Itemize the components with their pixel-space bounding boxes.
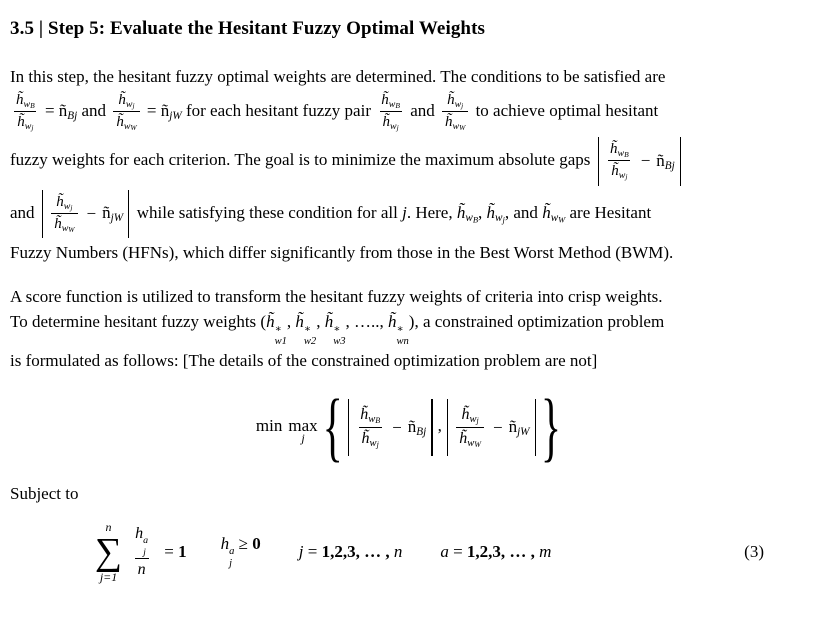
text-run: , xyxy=(316,311,325,331)
h-tilde: h̃ xyxy=(17,114,25,131)
fraction-numerator xyxy=(607,140,632,160)
sub-w: w xyxy=(369,437,377,449)
h-tilde: h̃ xyxy=(295,311,304,331)
h-tilde: h̃ xyxy=(456,202,466,222)
para1-line1: In this step, the hesitant fuzzy optimal weights are determined. The conditions to be satisfied are xyxy=(10,67,666,86)
text-run: and xyxy=(77,101,111,121)
text-run: fuzzy weights for each criterion. The goal is to minimize the maximum absolute gaps xyxy=(10,150,595,170)
supsub xyxy=(304,324,316,348)
var-a: a xyxy=(440,542,449,562)
h-wj-term xyxy=(487,203,505,224)
abs-gap-jW xyxy=(42,190,130,238)
h-tilde: h̃ xyxy=(459,429,468,447)
sub-w1: w1 xyxy=(274,336,287,348)
sub-j: j xyxy=(625,172,628,182)
h-tilde: h̃ xyxy=(611,163,619,180)
text-run: to achieve optimal hesitant xyxy=(471,101,659,121)
hfrac-wB-over-wj xyxy=(607,140,632,182)
sub-w: w xyxy=(550,211,559,224)
text-run: are Hesitant xyxy=(565,202,652,222)
h-wB-term xyxy=(457,203,478,224)
subject-to-label: Subject to xyxy=(10,483,79,503)
abs-content xyxy=(599,137,680,185)
ellipsis: ….. xyxy=(353,311,380,331)
sub-w: w xyxy=(368,414,376,426)
fraction-denominator xyxy=(380,111,402,133)
hstar-w1 xyxy=(266,309,287,349)
nonnegativity-condition xyxy=(221,534,261,571)
equals-sign: = xyxy=(160,542,179,562)
sub-W: W xyxy=(558,213,566,224)
sum-upper-limit: n xyxy=(105,519,112,534)
section-heading: 3.5 | Step 5: Evaluate the Hesitant Fuzzy Optimal Weights xyxy=(10,18,486,39)
sub-W: W xyxy=(474,439,481,449)
h-tilde: h̃ xyxy=(486,202,496,222)
sub-w: w xyxy=(467,437,475,449)
max-label: max xyxy=(288,416,318,436)
h-tilde: h̃ xyxy=(444,114,453,131)
equals-one xyxy=(160,542,187,562)
sum-operator xyxy=(95,520,122,585)
sub-Bj: Bj xyxy=(416,426,427,439)
n-tilde: ñ xyxy=(58,101,68,121)
h-tilde: h̃ xyxy=(381,92,389,108)
n-tilde: ñ xyxy=(656,150,665,170)
sup-star: ∗ xyxy=(396,324,404,336)
ntilde-Bj xyxy=(656,151,674,172)
text-run: . Here, xyxy=(406,202,457,222)
sub-j: j xyxy=(132,100,135,110)
minus-sign: − xyxy=(86,203,97,223)
h-tilde: h̃ xyxy=(447,92,455,108)
var-m: m xyxy=(534,542,552,562)
sup-a: a xyxy=(143,535,149,547)
hfrac-wB-over-wj xyxy=(357,405,383,449)
sup-star: ∗ xyxy=(274,324,282,336)
sub-wn: wn xyxy=(396,336,409,348)
sum-lower-limit: j=1 xyxy=(99,570,118,585)
h-tilde: h̃ xyxy=(56,193,64,210)
j-index-range xyxy=(299,542,403,562)
abs-bar xyxy=(535,399,536,455)
ntilde-jW xyxy=(509,417,530,438)
fraction-denominator xyxy=(456,427,484,450)
minus-sign: − xyxy=(492,417,503,437)
max-sub-j: j xyxy=(301,431,305,446)
sub-w: w xyxy=(23,98,31,110)
h-tilde: h̃ xyxy=(360,406,369,424)
sub-w: w xyxy=(618,170,626,182)
para1-line5: Fuzzy Numbers (HFNs), which differ significantly from those in the Best Worst Method (BWM). xyxy=(10,242,674,262)
text-run: and xyxy=(10,202,39,222)
equals-sign: = xyxy=(142,101,161,121)
fraction-numerator xyxy=(115,91,137,111)
sub-w: w xyxy=(125,98,133,110)
n-tilde: ñ xyxy=(407,416,417,436)
abs-gap-Bj xyxy=(598,137,682,185)
equals-sign: = xyxy=(448,542,467,562)
h-tilde: h̃ xyxy=(116,114,124,131)
abs-bar xyxy=(680,137,681,185)
hfrac-wB-over-wj xyxy=(378,91,403,133)
ntilde-Bj xyxy=(59,101,77,122)
sub-w: w xyxy=(63,200,71,212)
sub-j: j xyxy=(396,122,399,132)
sub-w3: w3 xyxy=(333,336,346,348)
sub-B: B xyxy=(30,100,35,110)
sub-w: w xyxy=(388,98,396,110)
h-tilde: h̃ xyxy=(382,114,390,131)
supsub xyxy=(333,324,345,348)
fraction-numerator xyxy=(132,524,151,558)
var-n: n xyxy=(389,542,403,562)
hfrac-wj-over-wW xyxy=(442,91,468,133)
sub-w: w xyxy=(61,222,69,234)
ntilde-jW xyxy=(161,101,182,122)
n-tilde: ñ xyxy=(102,203,111,223)
fraction-numerator xyxy=(53,193,75,213)
h-tilde: h̃ xyxy=(16,92,24,108)
fraction-numerator xyxy=(458,405,481,426)
abs-bar xyxy=(128,190,129,238)
sub-j: j xyxy=(461,100,464,110)
sub-B: B xyxy=(395,100,400,110)
sup-star: ∗ xyxy=(333,324,341,336)
abs-gap-jW xyxy=(447,399,536,455)
value-one: 1 xyxy=(178,542,187,562)
para1-line3 xyxy=(10,137,809,185)
text-run: , xyxy=(478,202,487,222)
sub-j: j xyxy=(502,213,505,224)
equals-sign: = xyxy=(40,101,59,121)
para2-line2 xyxy=(10,309,809,349)
var-h: h xyxy=(135,525,144,543)
sub-j: j xyxy=(70,202,73,212)
h-tilde: h̃ xyxy=(266,311,275,331)
sub-w: w xyxy=(469,414,477,426)
sub-j: j xyxy=(143,546,146,558)
sub-w: w xyxy=(24,120,32,132)
ntilde-Bj xyxy=(408,417,426,438)
sub-jW: jW xyxy=(110,212,124,225)
para1-line2 xyxy=(10,91,809,133)
minus-sign: − xyxy=(392,417,402,437)
hfrac-wB-over-wj xyxy=(13,91,38,133)
text-run: while satisfying these condition for all xyxy=(132,202,403,222)
fraction-denominator xyxy=(608,160,630,182)
value-zero: 0 xyxy=(252,533,261,553)
h-tilde: h̃ xyxy=(387,311,397,331)
h-tilde: h̃ xyxy=(324,311,334,331)
n-tilde: ñ xyxy=(508,416,518,436)
sub-W: W xyxy=(68,224,75,234)
sub-j: j xyxy=(229,558,233,570)
fraction-numerator xyxy=(357,405,383,426)
h-tilde: h̃ xyxy=(361,429,370,447)
sub-w: w xyxy=(465,211,473,224)
sub-Bj: Bj xyxy=(664,159,675,172)
sub-jW: jW xyxy=(169,110,182,123)
abs-bar xyxy=(431,399,432,455)
sub-j: j xyxy=(376,439,379,449)
fraction-denominator xyxy=(51,213,77,235)
left-brace: { xyxy=(322,384,343,471)
sub-w: w xyxy=(390,120,397,132)
max-operator xyxy=(288,416,318,446)
hstar-w2 xyxy=(295,309,316,349)
equals-sign: = xyxy=(303,542,322,562)
fraction-numerator xyxy=(444,91,466,111)
a-index-range xyxy=(440,542,551,562)
fraction-numerator xyxy=(13,91,38,111)
abs-gap-Bj xyxy=(348,399,433,455)
para2-line3: is formulated as follows: [The details of the constrained optimization problem are not] xyxy=(10,351,598,371)
sub-j: j xyxy=(476,416,479,426)
sub-W: W xyxy=(130,122,137,132)
supsub xyxy=(143,535,148,558)
minmax-objective xyxy=(10,384,809,471)
fraction-denominator xyxy=(14,111,36,133)
minus-sign: − xyxy=(640,151,651,171)
text-run: To determine hesitant fuzzy weights ( xyxy=(10,311,267,331)
sub-B: B xyxy=(472,213,479,224)
hstar-w3 xyxy=(325,309,346,349)
fraction-numerator xyxy=(378,91,403,111)
equation-number: (3) xyxy=(744,542,764,562)
h-tilde: h̃ xyxy=(54,215,62,232)
abs-content xyxy=(43,190,128,238)
text-run: and xyxy=(405,101,439,121)
text-run: for each hesitant fuzzy pair xyxy=(181,101,376,121)
hfrac-wj-over-wW xyxy=(113,91,139,133)
sub-B: B xyxy=(375,416,381,426)
fraction-denominator xyxy=(113,111,139,133)
sub-w2: w2 xyxy=(303,336,317,348)
text-run: , and xyxy=(504,202,543,222)
index-values: 1,2,3, … , xyxy=(466,542,535,562)
sub-j: j xyxy=(31,122,34,132)
hstar-wn xyxy=(388,309,409,349)
geq-sign: ≥ xyxy=(234,533,253,553)
sigma-symbol: ∑ xyxy=(95,531,123,574)
sub-w: w xyxy=(452,120,460,132)
fraction-denominator xyxy=(359,427,382,450)
para1-line4 xyxy=(10,190,809,238)
text-run: , xyxy=(286,311,296,331)
abs-content xyxy=(349,399,431,455)
hfrac-wj-over-wW xyxy=(456,405,484,449)
sub-B: B xyxy=(624,150,629,160)
sub-w: w xyxy=(454,98,462,110)
supsub xyxy=(275,324,287,348)
sup-star: ∗ xyxy=(303,324,312,336)
text-run: , xyxy=(345,311,354,331)
right-brace: } xyxy=(540,384,562,471)
n-tilde: ñ xyxy=(160,101,170,121)
h-tilde: h̃ xyxy=(610,141,618,158)
supsub xyxy=(396,324,408,348)
abs-content xyxy=(448,399,534,455)
fraction-denominator xyxy=(442,111,468,133)
h-tilde: h̃ xyxy=(542,202,551,222)
constraint-fraction xyxy=(132,524,151,580)
para2-line1: A score function is utilized to transform the hesitant fuzzy weights of criteria into crisp weights. xyxy=(10,286,663,306)
h-wW-term xyxy=(542,203,565,224)
sup-a: a xyxy=(229,546,235,558)
sub-jW: jW xyxy=(517,426,530,439)
constraint-equation xyxy=(10,520,809,585)
text-run: ), a constrained optimization problem xyxy=(408,311,665,331)
h-tilde: h̃ xyxy=(461,406,470,424)
var-j: j xyxy=(298,542,304,562)
sub-Bj: Bj xyxy=(67,110,78,123)
sub-w: w xyxy=(123,120,131,132)
text-run: , xyxy=(379,311,388,331)
var-h: h xyxy=(220,533,230,553)
index-values: 1,2,3, … , xyxy=(321,542,390,562)
min-operator: min xyxy=(255,416,283,436)
sub-w: w xyxy=(495,211,503,224)
var-j: j xyxy=(402,202,407,222)
fraction-denominator: n xyxy=(135,558,149,580)
ntilde-jW xyxy=(102,203,123,224)
hfrac-wj-over-wW xyxy=(51,193,77,235)
h-tilde: h̃ xyxy=(118,92,126,108)
sub-w: w xyxy=(617,148,625,160)
comma: , xyxy=(437,416,442,436)
sub-W: W xyxy=(459,122,466,132)
para2 xyxy=(10,284,809,374)
